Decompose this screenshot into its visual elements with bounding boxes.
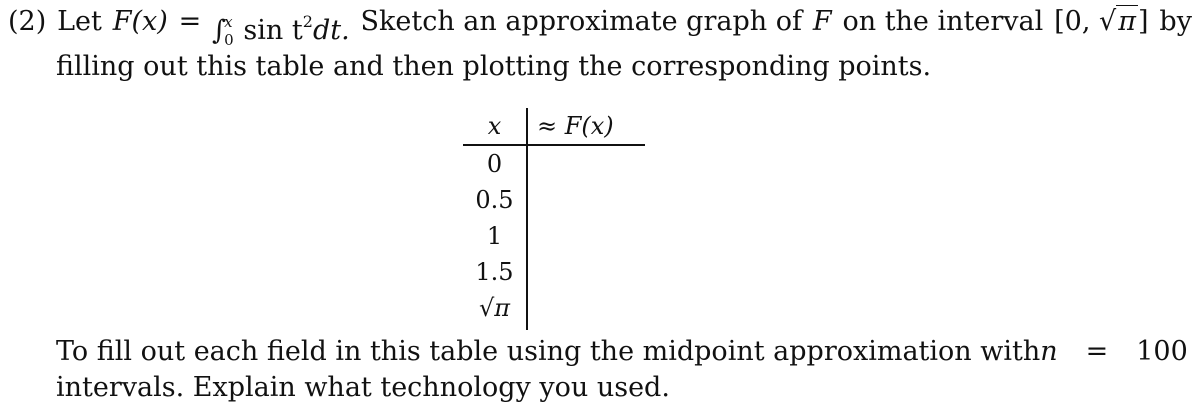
- integral-lower-limit: 0: [224, 31, 234, 49]
- interval-text: on the interval: [842, 6, 1044, 37]
- n-value: 100: [1136, 336, 1188, 367]
- integral-expression: [212, 4, 349, 49]
- n-symbol: n: [1040, 336, 1058, 367]
- F-symbol: F: [812, 6, 832, 37]
- table-row-x: 1.5: [475, 258, 514, 286]
- sqrt-pi: [1099, 4, 1138, 40]
- integral-upper-limit: x: [224, 13, 233, 31]
- table-row-x: 1: [486, 222, 503, 250]
- F-column-header: [537, 106, 614, 146]
- footer-text: To fill out each field in this table using the midpoint approximation with: [56, 336, 1041, 367]
- problem-line-2: filling out this table and then plotting the corresponding points.: [56, 51, 932, 82]
- integrand: sin t: [243, 15, 303, 46]
- equals-sign: =: [178, 6, 202, 37]
- instruction-text: Sketch an approximate graph of: [360, 6, 802, 37]
- x-column-header: x: [487, 112, 502, 140]
- F-column-label: F(x): [564, 112, 614, 140]
- problem-line-1: [8, 4, 1192, 49]
- table-row-x: √π: [478, 294, 511, 322]
- interval-close: ]: [1137, 6, 1149, 37]
- differential: dt.: [312, 15, 350, 46]
- sqrt-symbol: √: [1099, 6, 1117, 37]
- table-vertical-divider: [526, 108, 528, 330]
- sqrt-arg: π: [1118, 6, 1136, 37]
- interval-open: [0,: [1054, 6, 1091, 37]
- table-row-x: 0.5: [475, 186, 514, 214]
- table-row-x: 0: [486, 150, 503, 178]
- problem-statement: [8, 4, 1192, 85]
- x-column: [463, 106, 526, 326]
- function-name: F(x): [112, 6, 168, 37]
- footer-equals: =: [1085, 336, 1109, 367]
- footer-line-1: [56, 334, 1188, 370]
- exponent: 2: [302, 12, 313, 31]
- line1-end: by: [1159, 6, 1192, 37]
- integral-sign-icon: ∫ x 0: [212, 13, 234, 49]
- interval-expression: [1054, 4, 1148, 49]
- footer-line-2: intervals. Explain what technology you used.: [56, 372, 670, 403]
- approx-symbol: ≈: [537, 112, 558, 140]
- footer-instructions: [56, 334, 1188, 406]
- problem-number: (2): [8, 6, 47, 37]
- lead-word: Let: [57, 6, 102, 37]
- value-table: [463, 106, 645, 330]
